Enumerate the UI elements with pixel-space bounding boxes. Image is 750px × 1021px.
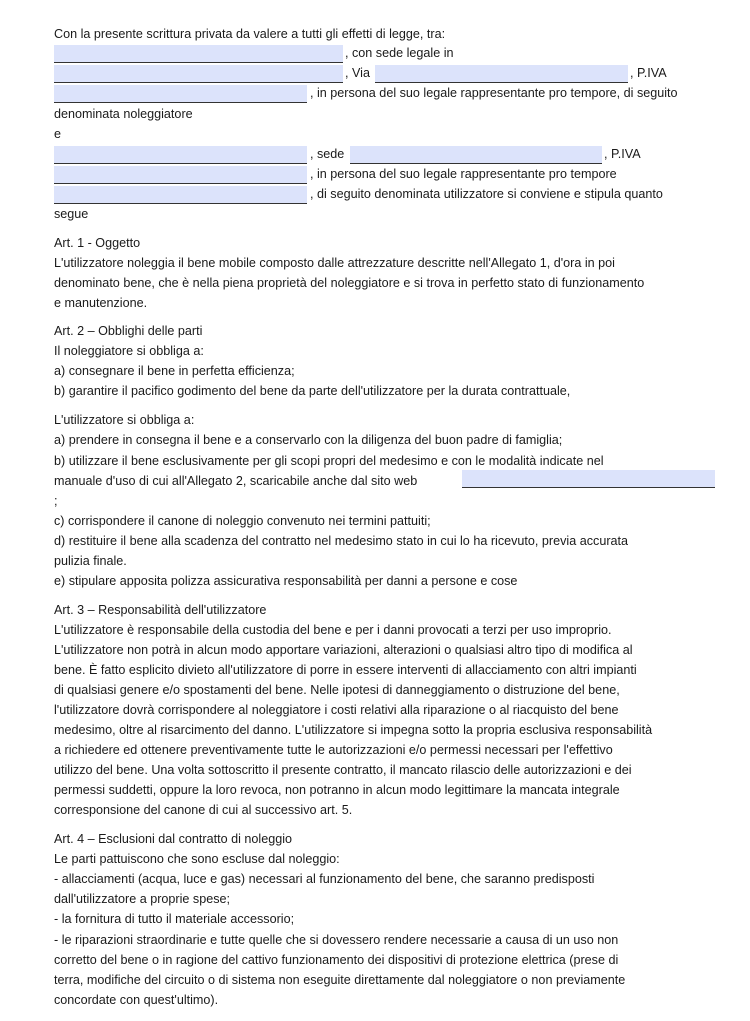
art2-utilizzatore-intro: L'utilizzatore si obbliga a: [54,413,195,427]
art4-line: terra, modifiche del circuito o di sistema non eseguite direttamente dal noleggiatore o non previamente [54,973,626,987]
art2-noleggiatore-line: Il noleggiatore si obbliga a: [54,344,204,358]
art2-item-b-line2: manuale d'uso di cui all'Allegato 2, scaricabile anche dal sito web [54,474,418,488]
party1-denominata: denominata noleggiatore [54,107,193,121]
art2-item-e: e) stipulare apposita polizza assicurativa responsabilità per danni a persone e cose [54,574,518,588]
art4-line: Le parti pattuiscono che sono escluse dal noleggio: [54,852,340,866]
party2-seguito-label: , di seguito denominata utilizzatore si conviene e stipula quanto [310,187,663,201]
art2-item-a: a) prendere in consegna il bene e a conservarlo con la diligenza del buon padre di famiglia; [54,433,563,447]
art4-line: - la fornitura di tutto il materiale accessorio; [54,912,295,926]
art2-noleggiatore-line: b) garantire il pacifico godimento del bene da parte dell'utilizzatore per la durata contrattuale, [54,384,571,398]
art2-item-b-line1: b) utilizzare il bene esclusivamente per gli scopi propri del medesimo e con le modalità indicate nel [54,454,604,468]
art4-line: concordate con quest'ultimo). [54,993,219,1007]
art2-noleggiatore-line: a) consegnare il bene in perfetta efficienza; [54,364,295,378]
art4-line: dall'utilizzatore a proprie spese; [54,892,231,906]
art1-line: e manutenzione. [54,296,148,310]
party2-segue: segue [54,207,89,221]
art1-line: L'utilizzatore noleggia il bene mobile composto dalle attrezzature descritte nell'Allegato 1, d'ora in poi [54,256,615,270]
art4-line: - allacciamenti (acqua, luce e gas) necessari al funzionamento del bene, che saranno predisposti [54,872,595,886]
party2-rappresentante-field[interactable] [54,186,307,204]
party1-piva-field[interactable] [54,85,307,103]
party2-piva-label: , P.IVA [604,147,641,161]
art3-line: L'utilizzatore è responsabile della custodia del bene e per i danni provocati a terzi per uso improprio. [54,623,612,637]
party1-via-label: , Via [345,66,370,80]
art4-line: - le riparazioni straordinarie e tutte quelle che si dovessero rendere necessarie a causa di un uso non [54,933,619,947]
art4-line: corretto del bene o in ragione del cattivo funzionamento dei dispositivi di protezione elettrica (prese di [54,953,619,967]
art3-line: L'utilizzatore non potrà in alcun modo apportare variazioni, alterazioni o qualsiasi altro tipo di modifica al [54,643,633,657]
party2-sede-label: , sede [310,147,345,161]
art3-line: permessi suddetti, oppure la loro revoca, non potranno in alcun modo legittimare la mancata integrale [54,783,620,797]
conjunction-e: e [54,127,62,141]
art4-title: Art. 4 – Esclusioni dal contratto di noleggio [54,832,293,846]
party1-piva-label: , P.IVA [630,66,667,80]
art3-line: a richiedere ed ottenere preventivamente tutte le autorizzazioni e/o permessi necessari per l'effettivo [54,743,613,757]
art1-line: denominato bene, che è nella piena proprietà del noleggiatore e si trova in perfetto stato di funzionamento [54,276,645,290]
art2-title: Art. 2 – Obblighi delle parti [54,324,203,338]
art2-item-d-line1: d) restituire il bene alla scadenza del contratto nel medesimo stato in cui lo ha ricevuto, previa accurata [54,534,629,548]
art2-item-c: c) corrispondere il canone di noleggio convenuto nei termini pattuiti; [54,514,431,528]
party1-via-field[interactable] [375,65,628,83]
art3-line: bene. È fatto esplicito divieto all'utilizzatore di porre in essere interventi di allacciamento con altri impianti [54,663,637,677]
art3-line: utilizzo del bene. Una volta sottoscritto il presente contratto, il mancato rilascio delle autorizzazioni e dei [54,763,632,777]
website-field[interactable] [462,470,715,488]
party1-persona-label: , in persona del suo legale rappresentante pro tempore, di seguito [310,86,678,100]
art1-title: Art. 1 - Oggetto [54,236,141,250]
art2-semicolon: ; [54,494,58,508]
art3-line: corresponsione del canone di cui al successivo art. 5. [54,803,353,817]
art2-item-d-line2: pulizia finale. [54,554,127,568]
party2-piva-field[interactable] [54,166,307,184]
art3-line: di qualsiasi genere e/o spostamenti del bene. Nelle ipotesi di danneggiamento o distruzione del bene, [54,683,620,697]
art3-line: medesimo, oltre al risarcimento del danno. L'utilizzatore si impegna sotto la propria esclusiva responsabilità [54,723,653,737]
party2-sede-field[interactable] [350,146,602,164]
party2-name-field[interactable] [54,146,307,164]
party2-persona-label: , in persona del suo legale rappresentante pro tempore [310,167,617,181]
party1-sede-label: , con sede legale in [345,46,454,60]
party1-name-field[interactable] [54,45,343,63]
intro-text: Con la presente scrittura privata da valere a tutti gli effetti di legge, tra: [54,27,446,41]
art3-title: Art. 3 – Responsabilità dell'utilizzatore [54,603,267,617]
art3-line: l'utilizzatore dovrà corrispondere al noleggiatore i costi relativi alla riparazione o al riacquisto del bene [54,703,619,717]
party1-city-field[interactable] [54,65,343,83]
